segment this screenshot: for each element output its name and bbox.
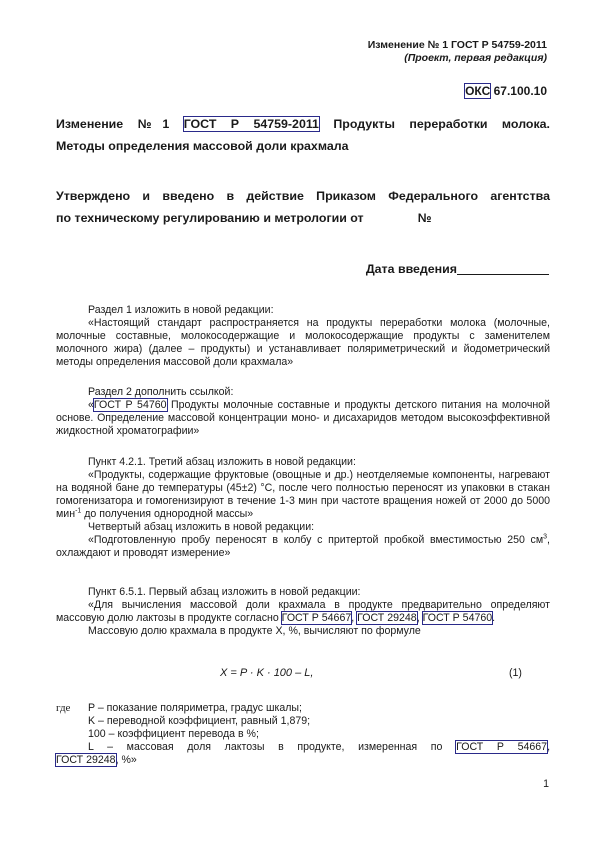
introduction-date — [366, 258, 549, 280]
clause-4-2-1-text: «Продукты, содержащие фруктовые (овощные и др.) неотделяемые компоненты, нагревают на водяной бане до температуры (45±2) °С, после чего полностью переносят из упаковки в стакан гомогенизатора и гомогенизируют в течение 1-3 мин при частоте вращения ножей от 2000 до 5000 мин$^{-1}$ до получения однородной массы» — [56, 469, 550, 520]
document-title — [56, 113, 550, 157]
variables-legend — [88, 702, 550, 754]
date-label: Дата введения — [365, 262, 457, 276]
variable-l: L – массовая доля лактозы в продукте, измеренная по ГОСТ Р 54667, — [88, 741, 551, 753]
clause-6-5-1-intro: Пункт 6.5.1. Первый абзац изложить в новой редакции: — [88, 586, 361, 598]
section-2-intro: Раздел 2 дополнить ссылкой: — [88, 386, 234, 398]
approval-line-1: Утверждено и введено в действие Приказом Федерального агентства — [56, 189, 550, 203]
section-1-text: «Настоящий стандарт распространяется на продукты переработки молока (молочные, молочные составные, молокосодержащие и молокосодержащие продукты с заменителем молочного жира) (далее – продукты) и устанавливает поляриметрический и йодометрический методы определения массовой доли крахмала» — [56, 317, 550, 368]
amendment-header — [368, 39, 547, 64]
header-edition: (Проект, первая редакция) — [404, 52, 547, 64]
gost-54667-link[interactable]: ГОСТ Р 54667 — [281, 612, 352, 624]
title-prefix: Изменение №1 — [56, 117, 170, 131]
section-1-change — [56, 304, 550, 369]
fourth-paragraph-text: «Подготовленную пробу переносят в колбу с притертой пробкой вместимостью 250 $см^3$, охлаждают и проводят измерение» — [56, 533, 550, 559]
clause-6-5-1-change — [56, 586, 550, 638]
where-label: где — [56, 702, 71, 714]
title-line-1 — [56, 113, 550, 135]
gost-54760-link-2[interactable]: ГОСТ Р 54760 — [422, 612, 493, 624]
header-title: Изменение № 1 ГОСТ Р 54759-2011 — [367, 39, 547, 51]
oks-label[interactable]: ОКС — [465, 84, 491, 98]
gost-29248-link[interactable]: ГОСТ 29248 — [357, 612, 417, 624]
variable-p: P – показание поляриметра, градус шкалы; — [88, 702, 302, 714]
order-number-sign: № — [417, 211, 432, 225]
oks-code — [465, 84, 547, 98]
title-line-2: Методы определения массовой доли крахмала — [56, 139, 349, 153]
clause-6-5-1-text: «Для вычисления массовой доли крахмала в продукте предварительно определяют массовую долю лактозы в продукте согласно ГОСТ Р 54667, ГОСТ 29248, ГОСТ Р 54760. — [56, 599, 550, 624]
title-rest: Продукты переработки молока. — [333, 117, 551, 131]
clause-4-2-1-intro: Пункт 4.2.1. Третий абзац изложить в новой редакции: — [88, 456, 356, 468]
approval-statement — [56, 185, 550, 229]
title-gost-link[interactable]: ГОСТ Р 54759-2011 — [183, 117, 319, 131]
date-blank-line — [457, 262, 549, 275]
page-number: 1 — [543, 778, 549, 790]
section-2-change — [56, 386, 550, 438]
section-1-intro: Раздел 1 изложить в новой редакции: — [88, 304, 274, 316]
gost-54667-link-2[interactable]: ГОСТ Р 54667 — [456, 741, 548, 753]
oks-value: 67.100.10 — [493, 84, 547, 98]
variable-100: 100 – коэффициент перевода в %; — [88, 728, 259, 740]
formula-intro: Массовую долю крахмала в продукте Х, %, вычисляют по формуле — [88, 625, 421, 637]
section-2-text: «ГОСТ Р 54760 Продукты молочные составные и продукты детского питания на молочной основе. Определение массовой концентрации моно- и дисахаридов методом высокоэффективной жидкостной хроматографии» — [56, 399, 550, 437]
clause-4-2-1-change — [56, 456, 550, 560]
variable-l-continued: ГОСТ 29248, %» — [56, 754, 137, 766]
fourth-paragraph-intro: Четвертый абзац изложить в новой редакции: — [88, 521, 315, 533]
gost-54760-link[interactable]: ГОСТ Р 54760 — [93, 399, 167, 411]
formula-number: (1) — [509, 667, 522, 679]
approval-line-2: по техническому регулированию и метрологии от № — [56, 211, 432, 225]
gost-29248-link-2[interactable]: ГОСТ 29248 — [56, 754, 116, 766]
variable-k: K – переводной коэффициент, равный 1,879; — [88, 715, 311, 727]
formula-1: X = P · K · 100 – L, — [220, 667, 314, 679]
